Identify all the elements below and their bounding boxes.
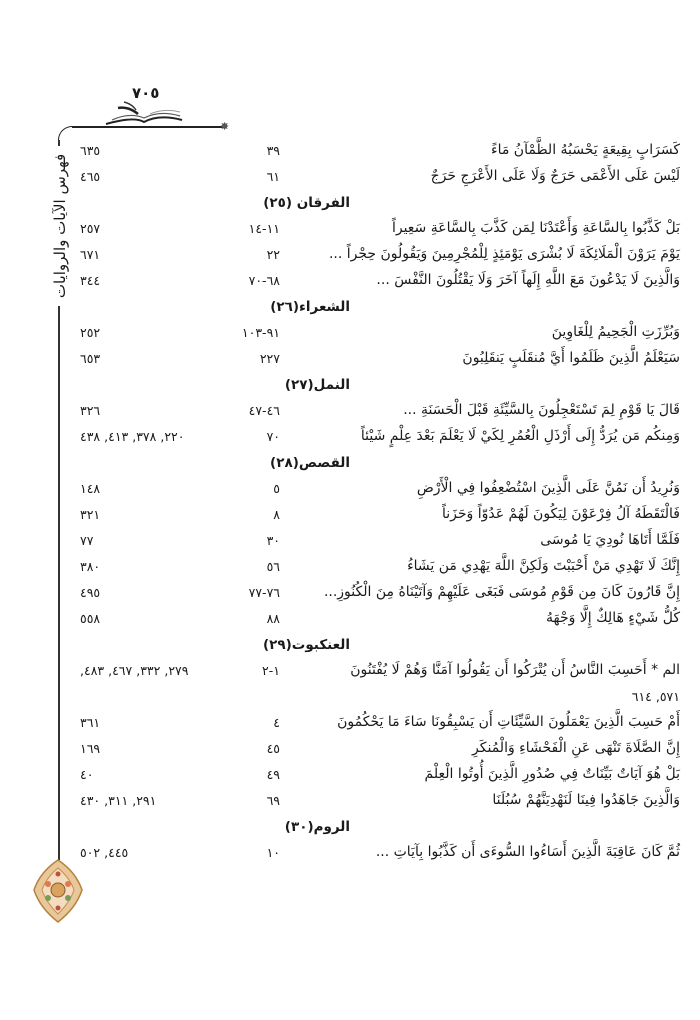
page-refs: ٢٥٧: [80, 221, 101, 236]
surah-title: الروم(٣٠): [284, 819, 350, 835]
verse-number: ٤: [273, 715, 280, 730]
surah-title: النمل(٢٧): [284, 377, 350, 393]
index-entry: [0, 658, 700, 684]
verse-number: ٣٩: [266, 143, 280, 158]
index-entry: [0, 346, 700, 372]
page-refs: ٦٣٥: [80, 143, 101, 158]
page-refs: ٦٧١: [80, 247, 101, 262]
index-entry: [0, 502, 700, 528]
verse-number: ٤٥: [266, 741, 280, 756]
verse-text: يَوْمَ يَرَوْنَ الْمَلَائِكَةَ لَا بُشْرَى يَوْمَئِذٍ لِلْمُجْرِمِينَ وَيَقُولُونَ حِجْراً ...: [328, 246, 680, 262]
verse-number: ١-٢: [262, 663, 280, 678]
index-entry: [0, 216, 700, 242]
verse-number: ٣٠: [266, 533, 280, 548]
index-entry: [0, 242, 700, 268]
page-number: ٧٠٥: [132, 84, 160, 102]
verse-text: إِنَّكَ لَا تَهْدِي مَنْ أَحْبَبْتَ وَلَكِنَّ اللَّهَ يَهْدِي مَن يَشَاءُ: [407, 558, 680, 574]
surah-title: الفرقان (٢٥): [263, 195, 350, 211]
index-entry: [0, 320, 700, 346]
page-refs: ٢٥٢: [80, 325, 101, 340]
verse-text: وَمِنكُم مَن يُرَدُّ إِلَى أَرْذَلِ الْعُمُرِ لِكَيْ لَا يَعْلَمَ بَعْدَ عِلْمٍ شَيْئاً: [360, 428, 680, 444]
page-refs: ٣٦١: [80, 715, 101, 730]
verse-number: ٦١: [266, 169, 280, 184]
verse-number: ٨٨: [266, 611, 280, 626]
surah-heading: [0, 190, 700, 216]
page-refs: ٢٧٩, ٣٣٢, ٤٦٧, ٤٨٣,: [80, 663, 189, 678]
verse-number: ٥: [273, 481, 280, 496]
verse-text: وَنُرِيدُ أَن نَمُنَّ عَلَى الَّذِينَ اسْتُضْعِفُوا فِي الْأَرْضِ: [416, 480, 680, 496]
verse-text: الم * أَحَسِبَ النَّاسُ أَن يُتْرَكُوا أَن يَقُولُوا آمَنَّا وَهُمْ لَا يُفْتَنُونَ: [350, 662, 680, 678]
index-entry: [0, 580, 700, 606]
verse-text: إِنَّ قَارُونَ كَانَ مِن قَوْمِ مُوسَى فَبَغَى عَلَيْهِمْ وَآتَيْنَاهُ مِنَ الْكُنُوزِ...: [323, 584, 680, 600]
page-refs: ٥٧١, ٦١٤: [631, 689, 680, 704]
page-refs: ٣٢٦: [80, 403, 101, 418]
index-entry: [0, 554, 700, 580]
page-refs: ٣٤٤: [80, 273, 101, 288]
index-entry: [0, 476, 700, 502]
open-book-icon: [104, 100, 184, 126]
verse-number: ٨: [273, 507, 280, 522]
page-refs: ٧٧: [80, 533, 94, 548]
page-refs: ٣٨٠: [80, 559, 101, 574]
index-entry: [0, 164, 700, 190]
index-entry: [0, 606, 700, 632]
page-refs: ٢٩١, ٣١١, ٤٣٠: [80, 793, 157, 808]
verse-number: ٤٩: [266, 767, 280, 782]
verse-text: سَيَعْلَمُ الَّذِينَ ظَلَمُوا أَيَّ مُنقَلَبٍ يَنقَلِبُونَ: [462, 350, 680, 366]
index-entry: [0, 528, 700, 554]
verse-number: ٦٨-٧٠: [248, 273, 280, 288]
index-entry: [0, 840, 700, 866]
verse-number: ١١-١٤: [248, 221, 280, 236]
verse-text: إِنَّ الصَّلَاةَ تَنْهَى عَنِ الْفَحْشَاءِ وَالْمُنكَرِ: [472, 740, 680, 756]
verse-number: ٩١-١٠٣: [241, 325, 280, 340]
verse-number: ٧٦-٧٧: [248, 585, 280, 600]
page-refs: ٤٩٥: [80, 585, 101, 600]
side-title: فهرس الآيات والروايات: [49, 146, 71, 306]
page-refs: ٤٠: [80, 767, 94, 782]
surah-heading: [0, 372, 700, 398]
verse-text: كَسَرَابٍ بِقِيعَةٍ يَحْسَبُهُ الظَّمْآنُ مَاءً: [491, 142, 680, 158]
verse-number: ١٠: [266, 845, 280, 860]
verse-text: كُلُّ شَيْءٍ هَالِكٌ إِلَّا وَجْهَهُ: [545, 610, 680, 626]
index-entry: [0, 424, 700, 450]
surah-title: الشعراء(٢٦): [270, 299, 350, 315]
surah-heading: [0, 814, 700, 840]
arabesque-ornament-icon: [30, 858, 86, 924]
page-refs: ١٦٩: [80, 741, 101, 756]
page-refs: ٥٥٨: [80, 611, 101, 626]
index-entry: [0, 762, 700, 788]
verse-text: بَلْ كَذَّبُوا بِالسَّاعَةِ وَأَعْتَدْنَا لِمَن كَذَّبَ بِالسَّاعَةِ سَعِيراً: [391, 220, 680, 236]
verse-number: ٧٠: [266, 429, 280, 444]
verse-text: أَمْ حَسِبَ الَّذِينَ يَعْمَلُونَ السَّيِّئَاتِ أَن يَسْبِقُونَا سَاءَ مَا يَحْكُمُونَ: [337, 714, 680, 730]
header-rule: [72, 126, 224, 128]
verse-text: فَلَمَّا أَتَاهَا نُودِيَ يَا مُوسَى: [540, 532, 680, 548]
index-list: [0, 138, 700, 866]
index-entry: [0, 398, 700, 424]
page-refs: ١٤٨: [80, 481, 101, 496]
surah-heading: [0, 632, 700, 658]
surah-heading: [0, 450, 700, 476]
page-refs: ٢٢٠, ٣٧٨, ٤١٣, ٤٣٨: [80, 429, 185, 444]
verse-number: ٢٢٧: [259, 351, 280, 366]
verse-number: ٦٩: [266, 793, 280, 808]
surah-title: القصص(٢٨): [270, 455, 350, 471]
surah-title: العنكبوت(٢٩): [262, 637, 350, 653]
verse-text: لَيْسَ عَلَى الأَعْمَى حَرَجٌ وَلَا عَلَى الأَعْرَجِ حَرَجٌ: [430, 168, 680, 184]
index-entry: [0, 736, 700, 762]
page-refs: ٤٤٥, ٥٠٢: [80, 845, 129, 860]
page-refs: ٦٥٣: [80, 351, 101, 366]
page-refs: ٤٦٥: [80, 169, 101, 184]
pages-continuation: [0, 684, 700, 710]
verse-number: ٥٦: [266, 559, 280, 574]
verse-number: ٤٦-٤٧: [248, 403, 280, 418]
verse-text: وَالَّذِينَ جَاهَدُوا فِينَا لَنَهْدِيَنَّهُمْ سُبُلَنَا: [492, 792, 680, 808]
index-entry: [0, 788, 700, 814]
verse-text: فَالْتَقَطَهُ آلُ فِرْعَوْنَ لِيَكُونَ لَهُمْ عَدُوّاً وَحَزَناً: [442, 506, 680, 522]
page-refs: ٣٢١: [80, 507, 101, 522]
star-ornament-icon: ✸: [220, 120, 230, 133]
index-entry: [0, 268, 700, 294]
index-entry: [0, 710, 700, 736]
index-entry: [0, 138, 700, 164]
verse-text: ثُمَّ كَانَ عَاقِبَةَ الَّذِينَ أَسَاءُوا السُّوءَى أَن كَذَّبُوا بِآيَاتِ ...: [375, 844, 680, 860]
verse-text: قَالَ يَا قَوْمِ لِمَ تَسْتَعْجِلُونَ بِالسَّيِّئَةِ قَبْلَ الْحَسَنَةِ ...: [403, 402, 680, 418]
verse-text: بَلْ هُوَ آيَاتٌ بَيِّنَاتٌ فِي صُدُورِ الَّذِينَ أُوتُوا الْعِلْمَ: [424, 766, 680, 782]
verse-number: ٢٢: [266, 247, 280, 262]
verse-text: وَبُرِّزَتِ الْجَحِيمُ لِلْغَاوِينَ: [551, 324, 680, 340]
verse-text: وَالَّذِينَ لَا يَدْعُونَ مَعَ اللَّهِ إِلَهاً آخَرَ وَلَا يَقْتُلُونَ النَّفْسَ ...: [376, 272, 680, 288]
surah-heading: [0, 294, 700, 320]
